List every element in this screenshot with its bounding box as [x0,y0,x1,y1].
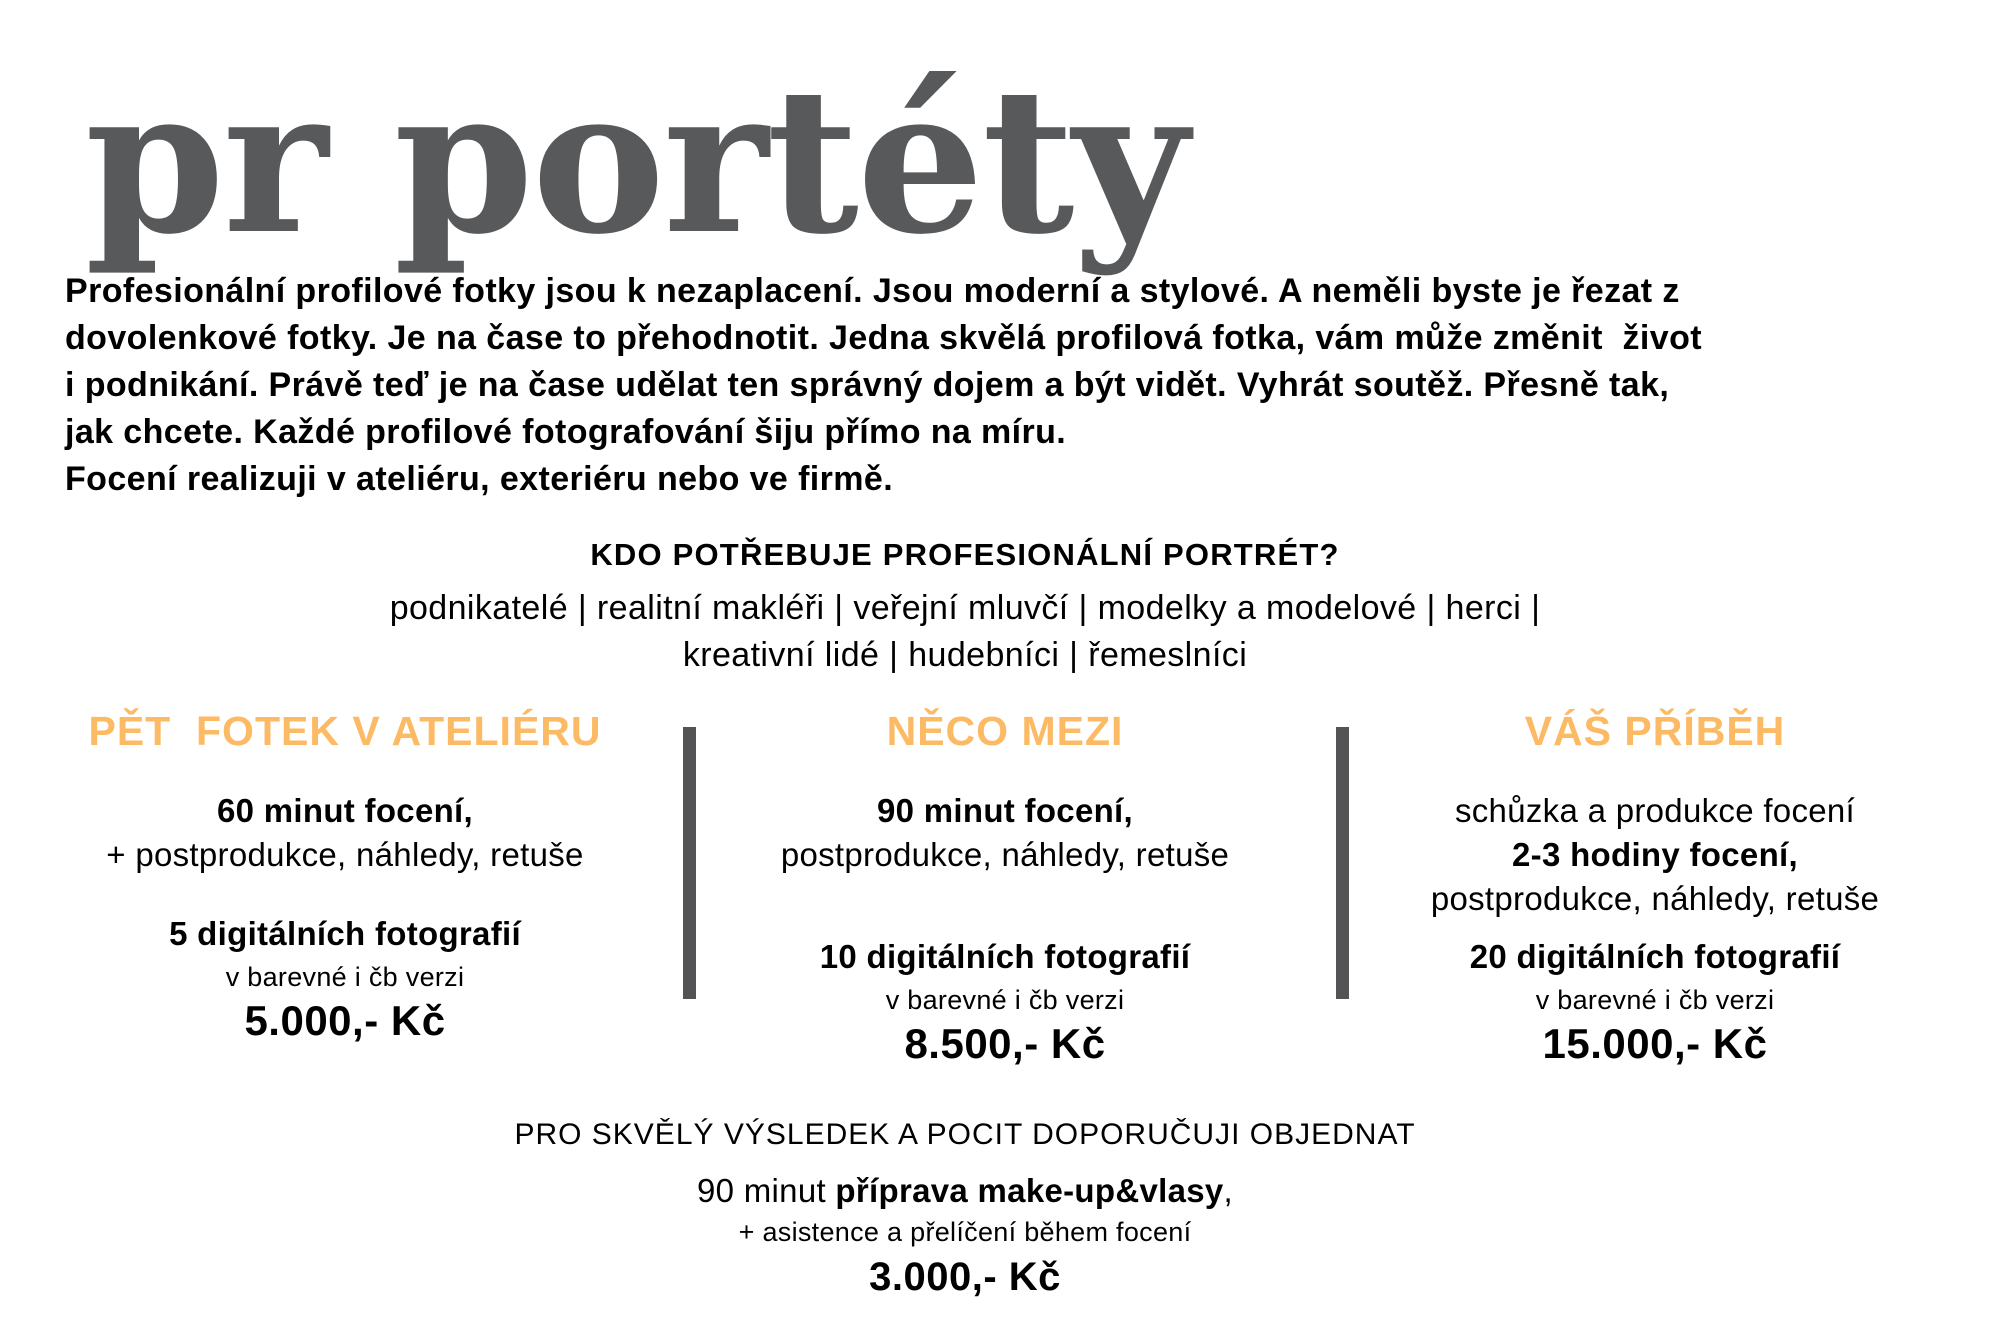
package-atelier-price: 5.000,- Kč [244,997,446,1044]
audience-list-line-2: kreativní lidé | hudebníci | řemeslníci [682,636,1248,674]
packages-row [0,705,2000,1085]
audience-section [0,533,1930,679]
recommendation-price: 3.000,- Kč [869,1255,1061,1299]
package-atelier-duration: 60 minut focení, [216,792,473,829]
intro-line-1: Profesionální profilové fotky jsou k nezaplacení. Jsou moderní a stylové. A neměli byste je řezat z [65,272,1680,310]
package-story-price: 15.000,- Kč [1542,1020,1768,1067]
audience-heading: KDO POTŘEBUJE PROFESIONÁLNÍ PORTRÉT? [590,537,1340,572]
intro-line-5: Focení realizuji v ateliéru, exteriéru nebo ve firmě. [65,460,894,498]
package-atelier [30,705,660,1046]
spacer [30,877,660,912]
package-middle-photos: 10 digitálních fotografií [819,938,1191,975]
prep-bold: příprava make-up&vlasy [835,1172,1224,1209]
package-story [1340,705,1970,1069]
recommendation-assistance: + asistence a přelíčení během focení [738,1217,1192,1247]
recommendation-prep-line [0,1169,1930,1213]
package-story-photos: 20 digitálních fotografií [1469,938,1841,975]
intro-line-3: i podnikání. Právě teď je na čase udělat ten správný dojem a být vidět. Vyhrát soutěž. Přesně tak, [65,366,1670,404]
intro-line-4: jak chcete. Každé profilové fotografování šiju přímo na míru. [65,413,1067,451]
recommendation-heading: PRO SKVĚLÝ VÝSLEDEK A POCIT DOPORUČUJI OBJEDNAT [514,1118,1416,1151]
page-title: pr portéty [85,44,1187,279]
spacer [690,877,1320,935]
package-story-duration: 2-3 hodiny focení, [1512,836,1798,873]
prep-suffix: , [1223,1172,1234,1209]
package-atelier-photos: 5 digitálních fotografií [169,915,521,952]
package-middle [690,705,1320,1069]
package-atelier-version: v barevné i čb verzi [225,962,465,992]
intro-paragraph [65,268,1945,503]
audience-list-line-1: podnikatelé | realitní makléři | veřejní mluvčí | modelky a modelové | herci | [389,589,1541,627]
package-atelier-title: PĚT FOTEK V ATELIÉRU [88,708,602,754]
package-story-version: v barevné i čb verzi [1535,985,1775,1015]
prep-prefix: 90 minut [696,1172,836,1209]
spacer [1340,921,1970,935]
package-middle-duration: 90 minut focení, [876,792,1133,829]
package-atelier-extras: + postprodukce, náhledy, retuše [106,836,584,873]
package-story-extras: postprodukce, náhledy, retuše [1430,880,1880,917]
recommendation-section [0,1115,1930,1301]
package-middle-extras: postprodukce, náhledy, retuše [780,836,1230,873]
package-middle-title: NĚCO MEZI [886,708,1124,754]
package-story-title: VÁŠ PŘÍBĚH [1524,708,1786,754]
package-story-meeting: schůzka a produkce focení [1454,792,1856,829]
package-middle-version: v barevné i čb verzi [885,985,1125,1015]
package-middle-price: 8.500,- Kč [904,1020,1106,1067]
intro-line-2: dovolenkové fotky. Je na čase to přehodnotit. Jedna skvělá profilová fotka, vám může změnit život [65,319,1702,357]
